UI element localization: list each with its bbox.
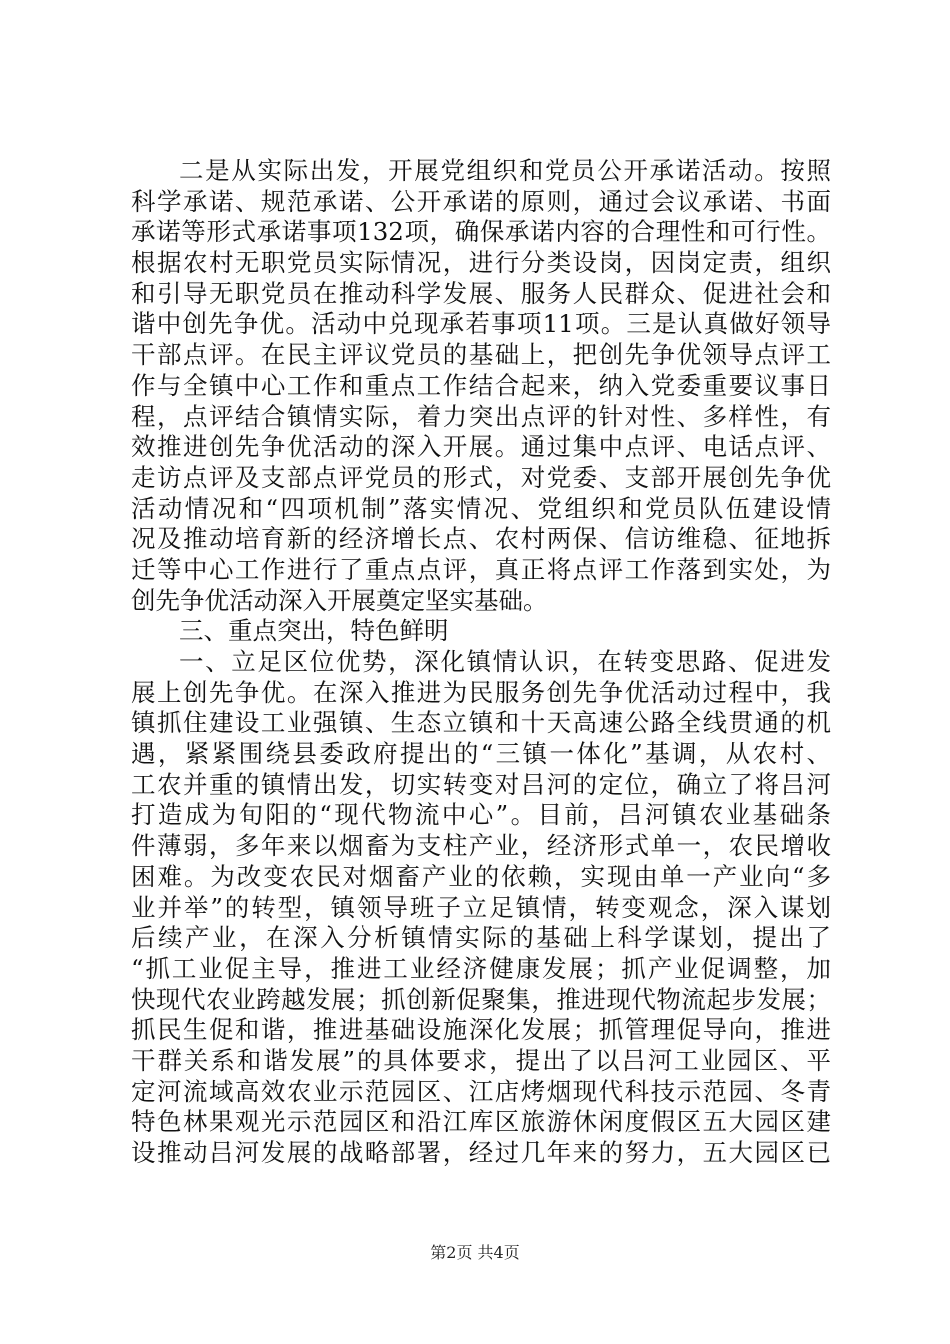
text-line: 困难。为改变农民对烟畜产业的依赖，实现由单一产业向“多 — [131, 861, 831, 891]
text-line: 件薄弱，多年来以烟畜为支柱产业，经济形式单一，农民增收 — [131, 831, 831, 861]
text-line: 设推动吕河发展的战略部署，经过几年来的努力，五大园区已 — [131, 1138, 831, 1167]
text-line: 二是从实际出发，开展党组织和党员公开承诺活动。按照 — [179, 156, 831, 185]
text-line: 科学承诺、规范承诺、公开承诺的原则，通过会议承诺、书面 — [131, 186, 831, 216]
text-line: 活动情况和“四项机制”落实情况、党组织和党员队伍建设情 — [131, 493, 831, 523]
text-line: 打造成为旬阳的“现代物流中心”。目前，吕河镇农业基础条 — [131, 800, 831, 830]
text-line: 一、立足区位优势，深化镇情认识，在转变思路、促进发 — [179, 647, 831, 676]
text-line: 程，点评结合镇情实际，着力突出点评的针对性、多样性，有 — [131, 401, 831, 431]
text-line: 承诺等形式承诺事项132项，确保承诺内容的合理性和可行性。 — [131, 217, 831, 247]
section-heading: 三、重点突出，特色鲜明 — [179, 616, 449, 646]
text-line: 况及推动培育新的经济增长点、农村两保、信访维稳、征地拆 — [131, 524, 831, 554]
text-line: 干群关系和谐发展”的具体要求，提出了以吕河工业园区、平 — [131, 1045, 831, 1075]
text-line: 根据农村无职党员实际情况，进行分类设岗，因岗定责，组织 — [131, 248, 831, 278]
text-line: 和引导无职党员在推动科学发展、服务人民群众、促进社会和 — [131, 278, 831, 308]
text-line: 后续产业，在深入分析镇情实际的基础上科学谋划，提出了 — [131, 923, 831, 953]
text-line: 业并举”的转型，镇领导班子立足镇情，转变观念，深入谋划 — [131, 892, 831, 922]
text-line: 展上创先争优。在深入推进为民服务创先争优活动过程中，我 — [131, 677, 831, 707]
page-number-footer: 第2页 共4页 — [430, 1243, 520, 1262]
text-line: 走访点评及支部点评党员的形式，对党委、支部开展创先争优 — [131, 462, 831, 492]
text-line: 定河流域高效农业示范园区、江店烤烟现代科技示范园、冬青 — [131, 1076, 831, 1106]
text-line: 遇，紧紧围绕县委政府提出的“三镇一体化”基调，从农村、 — [131, 739, 831, 769]
document-body — [131, 156, 831, 1169]
text-line: 迁等中心工作进行了重点点评，真正将点评工作落到实处，为 — [131, 554, 831, 584]
text-line: 快现代农业跨越发展；抓创新促聚集，推进现代物流起步发展； — [131, 984, 831, 1014]
text-line: 干部点评。在民主评议党员的基础上，把创先争优领导点评工 — [131, 340, 831, 370]
text-line: 特色林果观光示范园区和沿江库区旅游休闲度假区五大园区建 — [131, 1107, 831, 1137]
text-line: 作与全镇中心工作和重点工作结合起来，纳入党委重要议事日 — [131, 370, 831, 400]
text-line: “抓工业促主导，推进工业经济健康发展；抓产业促调整，加 — [131, 953, 831, 983]
text-line: 工农并重的镇情出发，切实转变对吕河的定位，确立了将吕河 — [131, 769, 831, 799]
text-line: 效推进创先争优活动的深入开展。通过集中点评、电话点评、 — [131, 432, 831, 462]
text-line: 抓民生促和谐，推进基础设施深化发展；抓管理促导向，推进 — [131, 1015, 831, 1045]
text-line: 镇抓住建设工业强镇、生态立镇和十天高速公路全线贯通的机 — [131, 708, 831, 738]
text-line: 创先争优活动深入开展奠定坚实基础。 — [131, 585, 548, 615]
text-line: 谐中创先争优。活动中兑现承若事项11项。三是认真做好领导 — [131, 309, 831, 339]
